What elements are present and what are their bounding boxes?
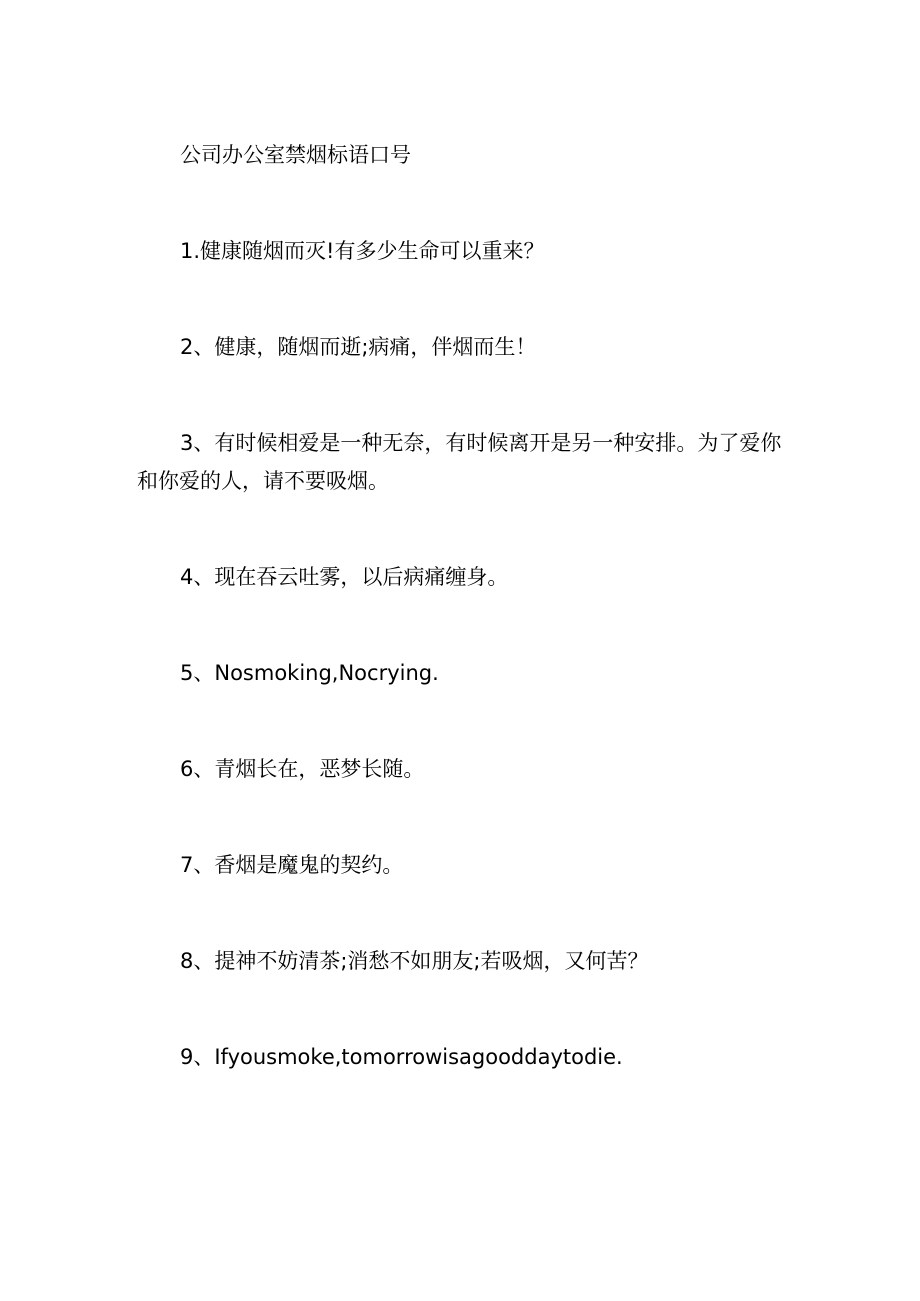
slogan-item-5: 5、Nosmoking,Nocrying. bbox=[180, 661, 439, 685]
document-title: 公司办公室禁烟标语口号 bbox=[180, 143, 411, 167]
slogan-item-1: 1.健康随烟而灭!有多少生命可以重来？ bbox=[180, 239, 545, 263]
document-body bbox=[137, 136, 785, 1134]
slogan-item-2: 2、健康，随烟而逝;病痛，伴烟而生！ bbox=[180, 335, 537, 359]
slogan-item-6: 6、青烟长在，恶梦长随。 bbox=[180, 757, 425, 781]
slogan-item-8: 8、提神不妨清茶;消愁不如朋友;若吸烟，又何苦？ bbox=[180, 949, 649, 973]
slogan-item-3: 3、有时候相爱是一种无奈，有时候离开是另一种安排。为了爱你和你爱的人，请不要吸烟。 bbox=[137, 431, 782, 493]
slogan-item-7: 7、香烟是魔鬼的契约。 bbox=[180, 853, 404, 877]
slogan-item-9: 9、Ifyousmoke,tomorrowisagooddaytodie. bbox=[180, 1045, 623, 1069]
slogan-item-4: 4、现在吞云吐雾，以后病痛缠身。 bbox=[180, 565, 509, 589]
